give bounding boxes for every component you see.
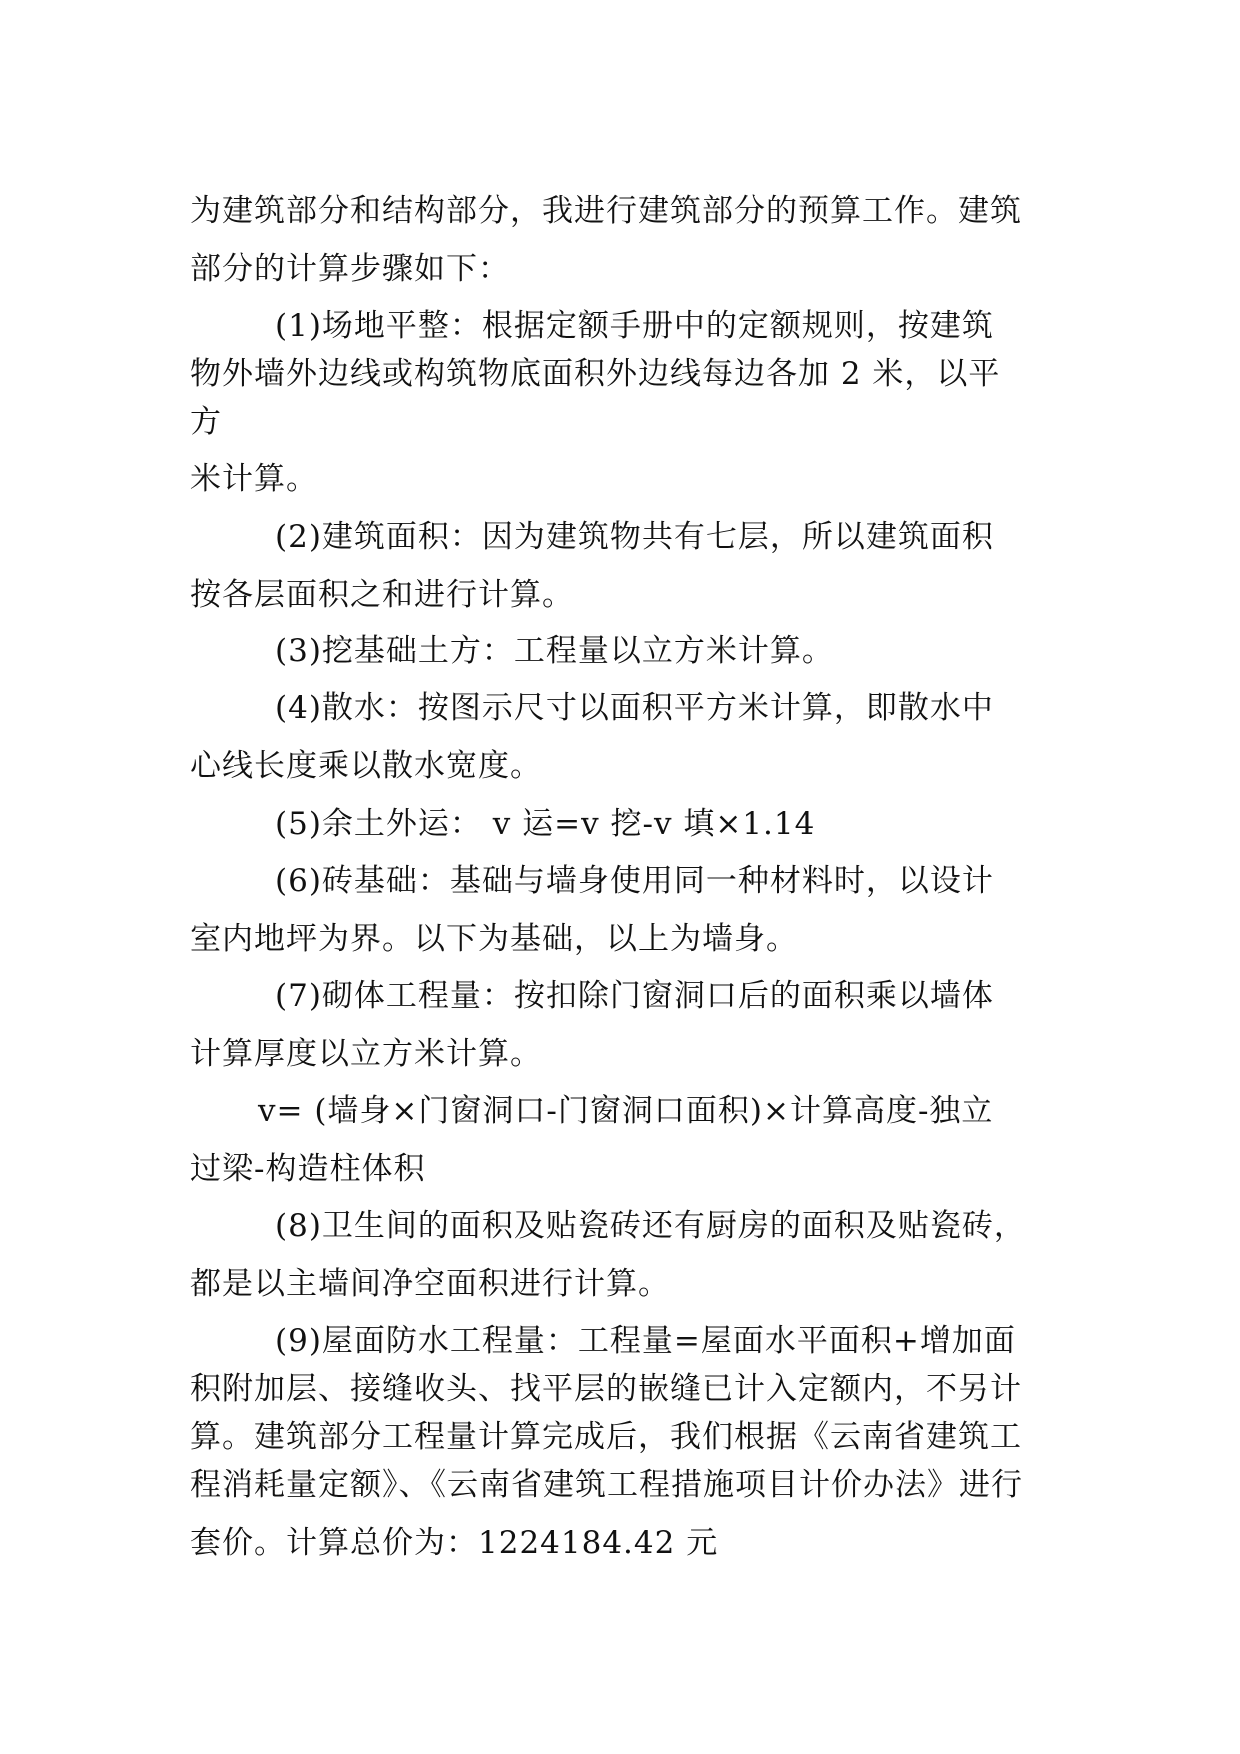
formula-line: v= (墙身×门窗洞口-门窗洞口面积)×计算高度-独立 [258,1093,994,1129]
list-item-building-area: (2)建筑面积：因为建筑物共有七层，所以建筑面积 [275,519,994,555]
paragraph-line: 心线长度乘以散水宽度。 [190,748,542,784]
list-item-masonry: (7)砌体工程量：按扣除门窗洞口后的面积乘以墙体 [275,978,994,1014]
list-item-site-leveling: (1)场地平整：根据定额手册中的定额规则，按建筑 [275,308,994,344]
paragraph-line: 按各层面积之和进行计算。 [190,577,574,613]
paragraph-line: 室内地坪为界。以下为基础，以上为墙身。 [190,921,798,957]
paragraph-line: 部分的计算步骤如下： [190,251,510,287]
total-price-line: 套价。计算总价为：1224184.42 元 [190,1525,719,1561]
list-item-brick-foundation: (6)砖基础：基础与墙身使用同一种材料时，以设计 [275,863,994,899]
list-item-roof-waterproofing: (9)屋面防水工程量：工程量=屋面水平面积+增加面 [275,1323,1016,1359]
list-item-soil-removal: (5)余土外运： v 运=v 挖-v 填×1.14 [275,806,816,842]
paragraph-line: 程消耗量定额》、《云南省建筑工程措施项目计价办法》进行 [190,1467,1023,1503]
paragraph-line: 方 [190,404,222,440]
paragraph-line: 都是以主墙间净空面积进行计算。 [190,1266,670,1302]
paragraph-line: 为建筑部分和结构部分，我进行建筑部分的预算工作。建筑 [190,193,1022,229]
paragraph-line: 计算厚度以立方米计算。 [190,1036,542,1072]
list-item-apron: (4)散水：按图示尺寸以面积平方米计算，即散水中 [275,690,994,726]
list-item-bathroom: (8)卫生间的面积及贴瓷砖还有厨房的面积及贴瓷砖， [275,1208,1026,1244]
list-item-excavation: (3)挖基础土方：工程量以立方米计算。 [275,633,834,669]
paragraph-line: 算。建筑部分工程量计算完成后，我们根据《云南省建筑工 [190,1419,1022,1455]
paragraph-line: 过梁-构造柱体积 [190,1151,426,1187]
paragraph-line: 物外墙外边线或构筑物底面积外边线每边各加 2 米，以平 [190,356,1001,392]
paragraph-line: 米计算。 [190,461,318,497]
paragraph-line: 积附加层、接缝收头、找平层的嵌缝已计入定额内，不另计 [190,1371,1022,1407]
